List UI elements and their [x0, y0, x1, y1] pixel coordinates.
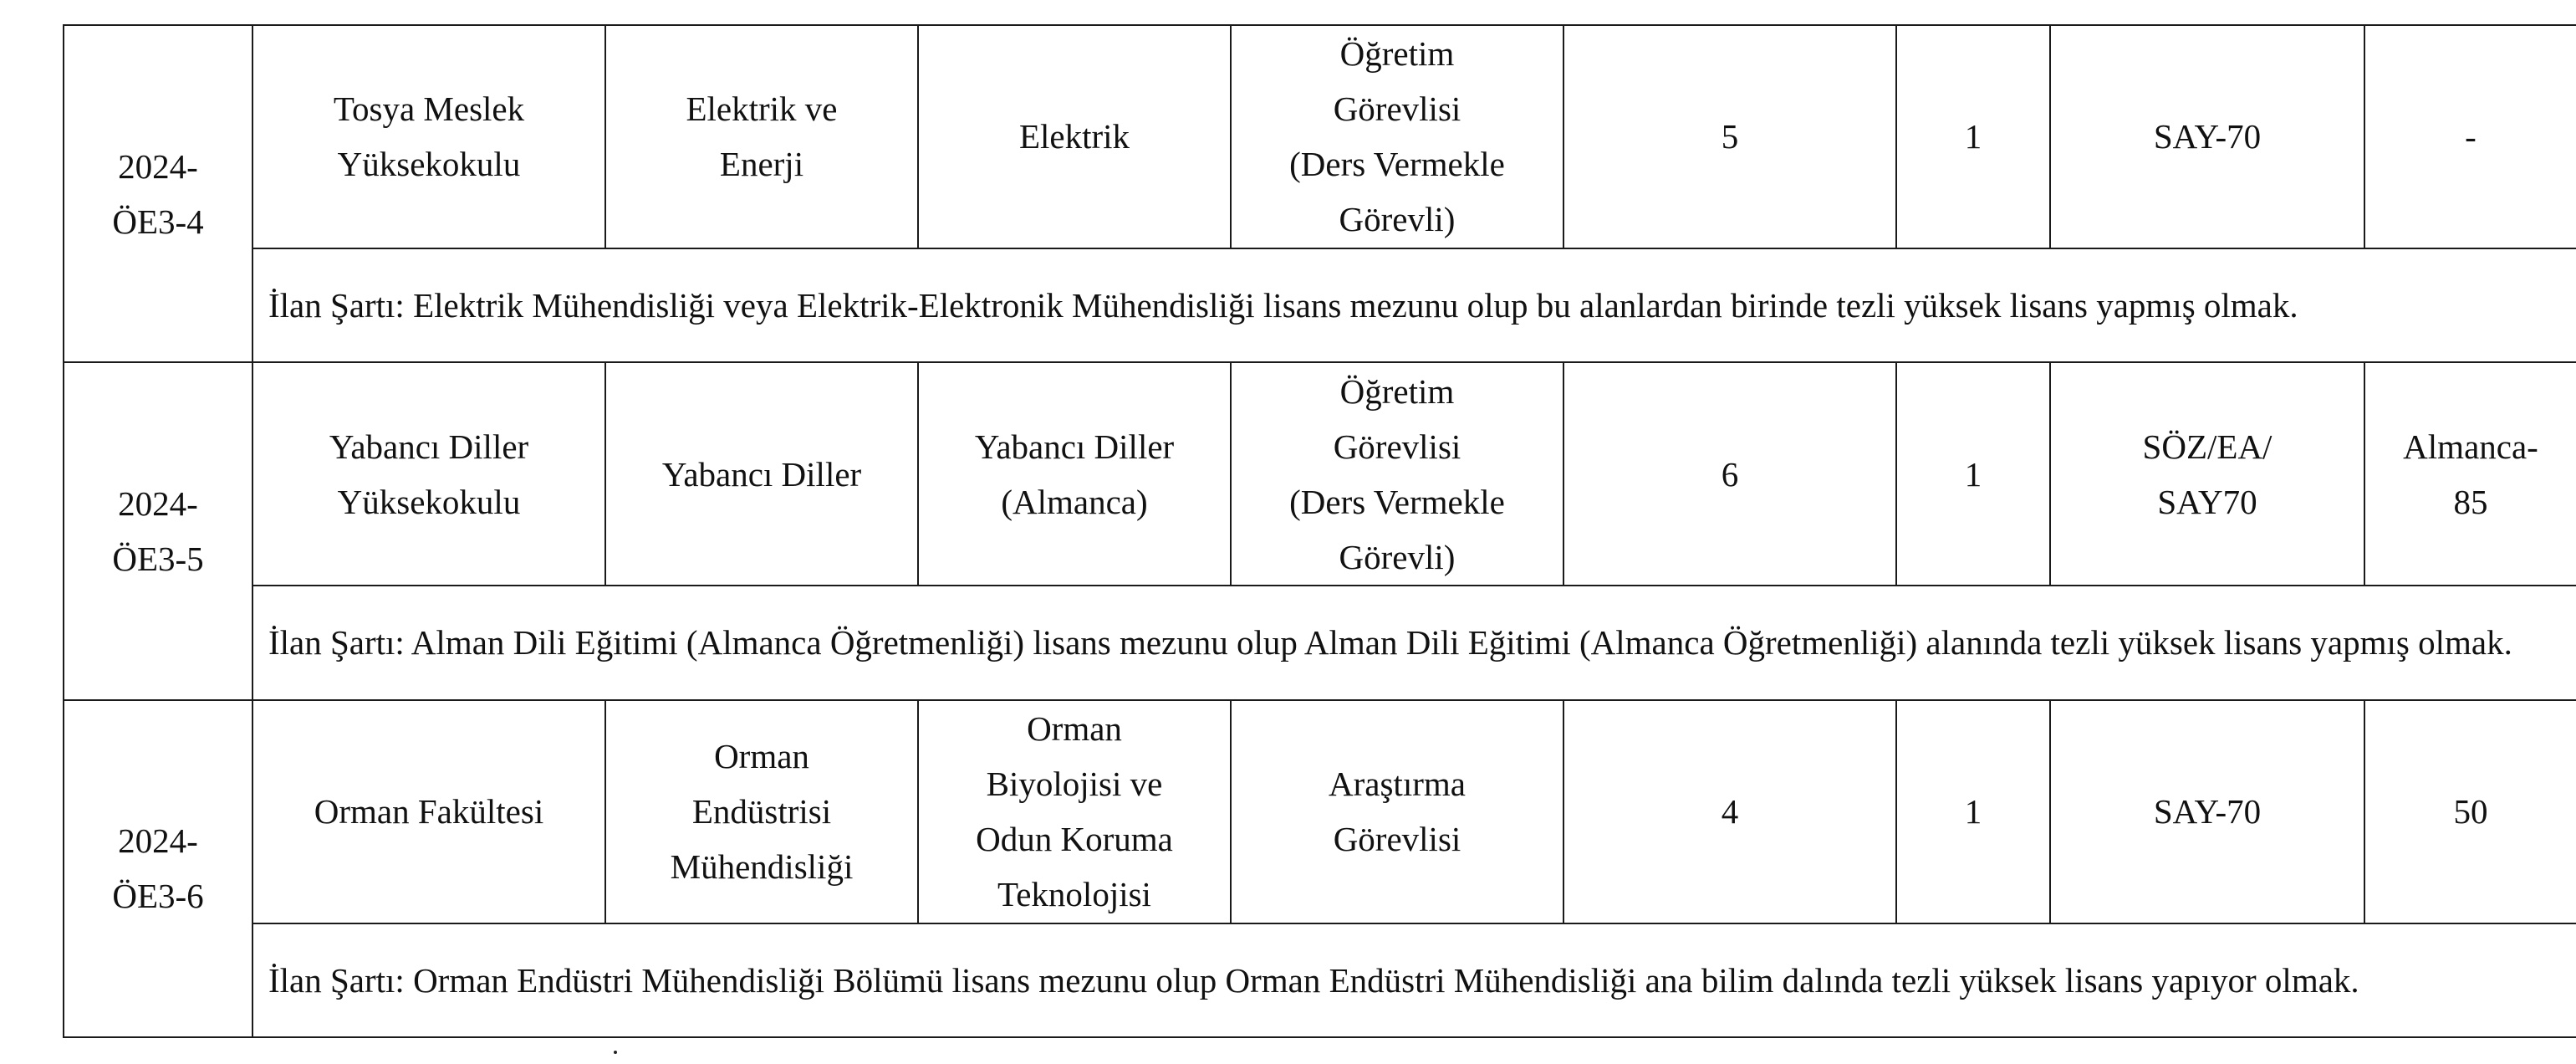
condition-row [64, 248, 2576, 362]
degree-value: 5 [1721, 117, 1739, 156]
degree-cell [1563, 25, 1896, 248]
language-score: Almanca- 85 [2403, 427, 2538, 521]
position-cell [1231, 700, 1563, 923]
table-row [64, 362, 2576, 586]
language-cell [2364, 362, 2576, 586]
position-title: Araştırma Görevlisi [1329, 765, 1466, 859]
department-name: Orman Endüstrisi Mühendisliği [670, 737, 854, 887]
listing-code: 2024- ÖE3-5 [112, 483, 204, 578]
unit-cell [252, 700, 605, 923]
condition-row [64, 586, 2576, 699]
unit-name: Tosya Meslek Yüksekokulu [333, 90, 525, 184]
degree-cell [1563, 362, 1896, 586]
listing-code: 2024- ÖE3-6 [112, 821, 204, 916]
table-row [64, 25, 2576, 248]
count-cell [1896, 700, 2050, 923]
count-value: 1 [1964, 792, 1982, 831]
count-cell [1896, 25, 2050, 248]
ales-cell [2050, 700, 2364, 923]
unit-cell [252, 25, 605, 248]
program-cell [918, 25, 1231, 248]
listing-code-cell [64, 25, 252, 362]
language-cell [2364, 700, 2576, 923]
table-row [64, 700, 2576, 923]
ales-score: SAY-70 [2153, 117, 2262, 156]
count-value: 1 [1964, 454, 1982, 494]
program-cell [918, 700, 1231, 923]
count-cell [1896, 362, 2050, 586]
language-cell [2364, 25, 2576, 248]
ales-cell [2050, 362, 2364, 586]
ales-score: SAY-70 [2153, 792, 2262, 831]
listing-condition: İlan Şartı: Elektrik Mühendisliği veya Elektrik-Elektronik Mühendisliği lisans mezunu olup bu alanlardan birinde tezli yüksek lisans yapmış olmak. [252, 248, 2576, 362]
program-cell [918, 362, 1231, 586]
listing-code-cell [64, 700, 252, 1037]
condition-row [64, 923, 2576, 1038]
unit-name: Orman Fakültesi [314, 792, 544, 831]
degree-value: 6 [1721, 454, 1739, 494]
stray-mark [614, 1051, 617, 1054]
department-cell [605, 25, 918, 248]
count-value: 1 [1964, 117, 1982, 156]
program-name: Orman Biyolojisi ve Odun Koruma Teknolojisi [976, 709, 1173, 914]
degree-value: 4 [1721, 792, 1739, 831]
department-name: Elektrik ve Enerji [686, 90, 838, 184]
listing-condition: İlan Şartı: Orman Endüstri Mühendisliği Bölümü lisans mezunu olup Orman Endüstri Mühendisliği ana bilim dalında tezli yüksek lisans yapıyor olmak. [252, 923, 2576, 1038]
position-cell [1231, 25, 1563, 248]
language-score: 50 [2453, 792, 2488, 831]
department-cell [605, 700, 918, 923]
department-cell [605, 362, 918, 586]
listing-condition: İlan Şartı: Alman Dili Eğitimi (Almanca Öğretmenliği) lisans mezunu olup Alman Dili Eğitimi (Almanca Öğretmenliği) alanında tezli yüksek lisans yapmış olmak. [252, 586, 2576, 699]
job-listing-table [63, 24, 2576, 1038]
ales-score: SÖZ/EA/ SAY70 [2142, 427, 2272, 521]
position-cell [1231, 362, 1563, 586]
department-name: Yabancı Diller [661, 454, 862, 494]
unit-cell [252, 362, 605, 586]
degree-cell [1563, 700, 1896, 923]
language-score: - [2465, 117, 2477, 156]
listing-code: 2024- ÖE3-4 [112, 146, 204, 241]
program-name: Yabancı Diller (Almanca) [974, 427, 1175, 521]
listing-code-cell [64, 362, 252, 699]
program-name: Elektrik [1018, 117, 1130, 156]
ales-cell [2050, 25, 2364, 248]
position-title: Öğretim Görevlisi (Ders Vermekle Görevli) [1289, 34, 1505, 239]
unit-name: Yabancı Diller Yüksekokulu [329, 427, 529, 521]
position-title: Öğretim Görevlisi (Ders Vermekle Görevli) [1289, 371, 1505, 576]
